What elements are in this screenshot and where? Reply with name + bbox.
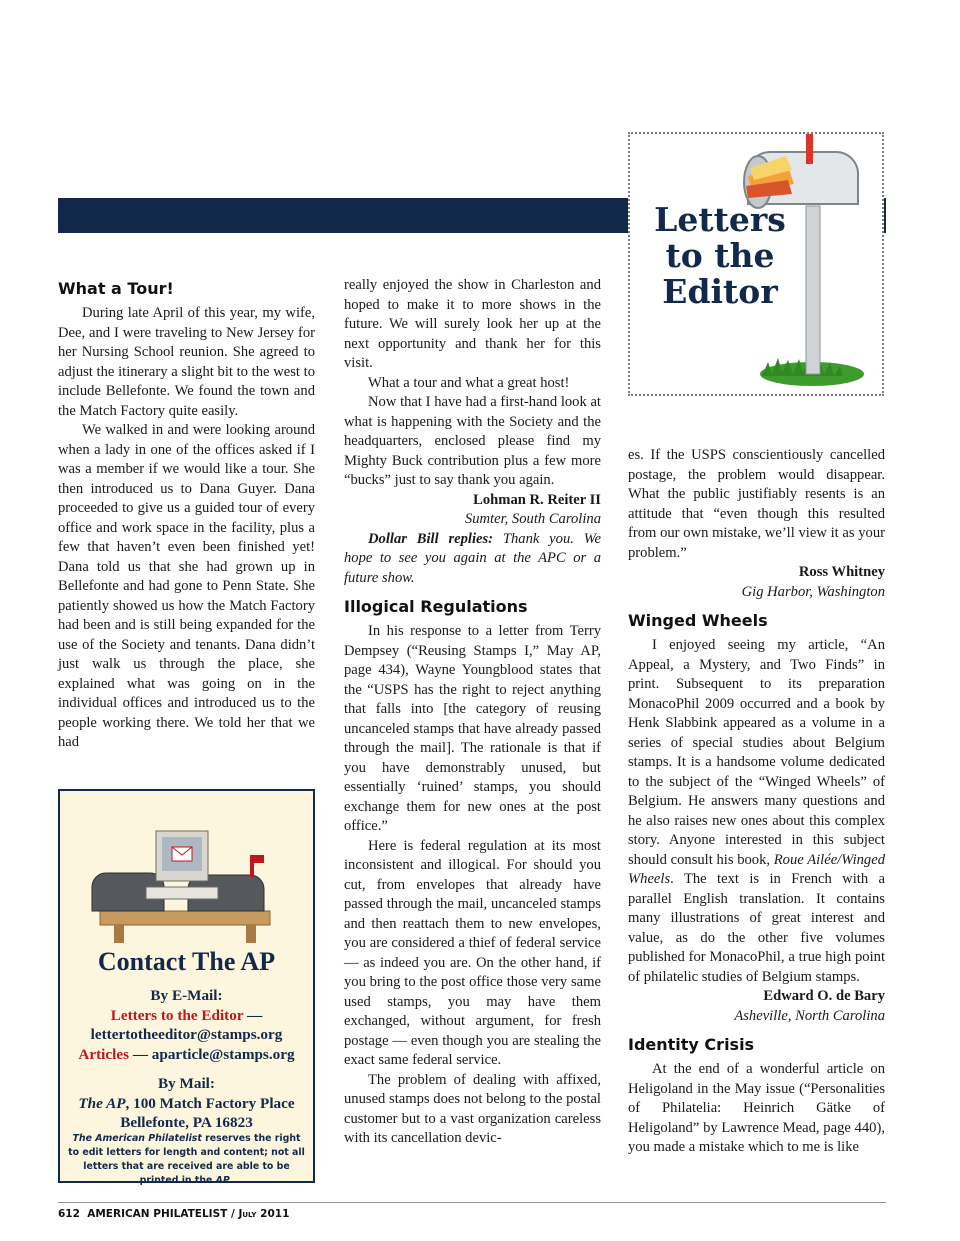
section-title-line: Letters — [654, 200, 786, 239]
book-title: Roue Ailée/Winged Wheels — [628, 851, 885, 887]
mail-street: , 100 Match Factory Place — [125, 1094, 295, 1112]
letter-heading: What a Tour! — [58, 279, 174, 298]
paragraph: Here is federal regulation at its most inconsistent and illogical. For should you cut, from envelopes that already have passed through the mail, uncanceled stamps and then reattach them to new envelopes, you are considered a thief of federal service — as indeed you are. On the other hand, if you bring to the post office those very same used stamps, you may have them exchanged, without argument, for fresh postage — even though you are stealing the exact same federal service. — [344, 837, 601, 1068]
contact-details — [60, 986, 313, 1133]
letters-to-editor-stamp — [628, 132, 884, 396]
paragraph-text: I enjoyed seeing my article, “An Appeal, a Mystery, and Two Finds” in print. Subsequent to its preparation MonacoPhil 2009 occurred and a book by Henk Slabbink appeared as a volume in a series of special studies about Belgium stamps. It is a handsome volume dedicated to the subject of the “Winged Wheels” of Belgium. He answers many questions and he also raises new ones about this complex story. Anyone interested in this subject should consult his book, — [628, 637, 885, 868]
note-end: . — [229, 1175, 234, 1186]
paragraph: In his response to a letter from Terry Dempsey (“Reusing Stamps I,” May AP, page 434), Wayne Youngblood states that the “USPS has the right to reject anything that falls into [the category of reusing uncanceled stamps that have already passed through the mail]. The rationale is that if you have demonstrably unused, but essentially ‘ruined’ stamps, you should exchange them for new ones at the post office.” — [344, 623, 601, 834]
note-publication: The American Philatelist — [72, 1133, 202, 1144]
articles-label: Articles — [78, 1045, 130, 1063]
letters-dash: — — [243, 1006, 263, 1024]
paragraph: es. If the USPS conscientiously cancelled postage, the problem would disappear. What the public justifiably resents is an attitude that “even though this resulted from our own mistake, we’ll view it as your problem.” — [628, 447, 885, 561]
letter-location: Sumter, South Carolina — [464, 511, 601, 527]
letter-signature: Lohman R. Reiter II — [473, 491, 601, 508]
articles-line — [60, 1045, 313, 1065]
reply-text: Thank you. We hope to see you again at the APC or a future show. — [344, 530, 601, 586]
section-title — [650, 202, 790, 310]
letter-heading: Illogical Regulations — [344, 597, 528, 616]
mail-address — [60, 1094, 313, 1114]
letters-label: Letters to the Editor — [110, 1006, 244, 1024]
paragraph: We walked in and were looking around when a lady in one of the offices asked if I was a member if we would like a tour. She then introduced us to Dana Guyer. Dana proceeded to give us a guided tour of every office and work space in the facility, plus a few that haven’t even been finished yet! Dana told us that she had grown up in Bellefonte and had gone to Penn State. She patiently showed us how the Match Factory had been and is still being expanded for the use of the Society and tenants. Dana didn’t just walk us through the place, she explained what was going on in the individual offices and introduced us to the people working there. We told her that we had — [58, 422, 315, 750]
letter-location: Asheville, North Carolina — [734, 1007, 885, 1024]
section-title-line: to the — [665, 236, 775, 275]
paragraph: The problem of dealing with affixed, unused stamps does not belong to the postal customer but to a vast organization careless with its cancellation devic- — [344, 1071, 601, 1146]
paragraph: really enjoyed the show in Charleston and hoped to make it to more shows in the future. We will surely look her up at the next opportunity and thank her for this visit. — [344, 277, 601, 371]
mail-city: Bellefonte, PA 16823 — [120, 1114, 253, 1131]
column-1 — [58, 278, 315, 753]
paragraph: What a tour and what a great host! — [368, 374, 570, 391]
letters-email-link[interactable]: lettertotheeditor@stamps.org — [90, 1026, 283, 1043]
mail-heading: By Mail: — [158, 1075, 215, 1092]
paragraph-text: . The text is in French with a parallel English translation. It contains many illustrations of great interest and value, as do the other five volumes published for MonacoPhil, a true high point of philatelic studies of Belgium stamps. — [628, 871, 885, 985]
column-2 — [344, 276, 601, 1149]
paragraph: Now that I have had a first-hand look at what is happening with the Society and the headquarters, enclosed please find my Mighty Buck contribution plus a few more “bucks” just to say thank you again. — [344, 394, 601, 488]
letter-signature: Edward O. de Bary — [763, 988, 885, 1004]
email-heading: By E-Mail: — [150, 987, 223, 1004]
issue-date: July 2011 — [238, 1208, 290, 1220]
articles-email-link[interactable]: — aparticle@stamps.org — [129, 1045, 295, 1063]
footer-rule — [58, 1202, 886, 1203]
letter-location: Gig Harbor, Washington — [741, 583, 885, 600]
letters-line — [60, 1006, 313, 1026]
magazine-name: AMERICAN PHILATELIST — [87, 1208, 228, 1220]
reply-lead: Dollar Bill replies: — [368, 530, 494, 547]
paragraph — [628, 636, 885, 987]
paragraph: During late April of this year, my wife, Dee, and I were traveling to New Jersey for her Nursing School reunion. She agreed to adjust the itinerary a slight bit to the west to include Bellefonte. We found the town and the Match Factory quite easily. — [58, 305, 315, 419]
page-number: 612 — [58, 1208, 80, 1220]
paragraph: At the end of a wonderful article on Heligoland in the May issue (“Personalities of Philatelia: Heinrich Gätke of Heligoland” by Lawrence Mead, page 440), you made a mistake which to me is like — [628, 1061, 885, 1155]
section-title-line: Editor — [662, 272, 778, 311]
contact-box — [58, 789, 315, 1186]
note-ap: AP — [215, 1175, 230, 1186]
editorial-note — [68, 1132, 305, 1188]
note-text: reserves the right to edit letters for length and content; not all letters that are received are able to be printed in the — [68, 1133, 305, 1186]
letter-signature: Ross Whitney — [798, 564, 885, 580]
page-footer: 612 AMERICAN PHILATELIST / July 2011 — [58, 1208, 290, 1220]
mail-ap: The AP — [78, 1094, 126, 1112]
mailboxes-computer-illustration — [90, 803, 280, 943]
letter-heading: Winged Wheels — [628, 611, 768, 630]
editor-reply — [344, 530, 601, 589]
column-3 — [628, 446, 885, 1158]
letter-heading: Identity Crisis — [628, 1035, 755, 1054]
contact-title: Contact The AP — [97, 947, 276, 976]
